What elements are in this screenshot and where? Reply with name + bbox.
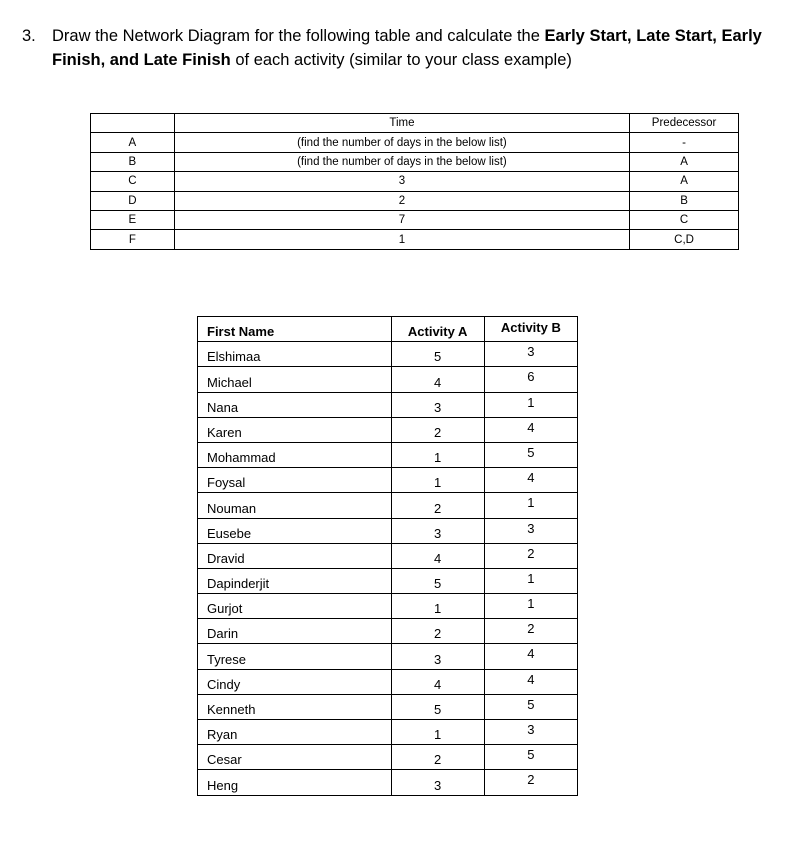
question-number: 3. (22, 27, 36, 45)
student-name: Cesar (198, 745, 392, 770)
question-text-a: Draw the Network Diagram for the following table and calculate the (52, 27, 545, 45)
activity-a-value: 3 (391, 770, 484, 795)
question-text-bold: Early Start, Late Start, Early Finish, and Late Finish (52, 27, 762, 69)
student-row (198, 367, 578, 392)
activity-a-value: 2 (391, 493, 484, 518)
student-name: Nouman (198, 493, 392, 518)
activity-row (91, 172, 739, 191)
time-cell: 7 (174, 210, 629, 229)
predecessor-cell: C (630, 210, 739, 229)
student-row (198, 568, 578, 593)
predecessor-cell: B (630, 191, 739, 210)
activity-b-value: 1 (484, 568, 577, 593)
student-name: Dravid (198, 543, 392, 568)
time-cell: (find the number of days in the below list) (174, 152, 629, 171)
first-name-header: First Name (198, 317, 392, 342)
student-row (198, 770, 578, 795)
activity-a-value: 3 (391, 392, 484, 417)
activity-cell: D (91, 191, 175, 210)
activity-b-value: 4 (484, 644, 577, 669)
time-cell: 1 (174, 230, 629, 249)
time-header-cell: Time (174, 114, 629, 133)
activity-a-value: 3 (391, 518, 484, 543)
activity-a-value: 2 (391, 417, 484, 442)
activity-a-value: 5 (391, 342, 484, 367)
student-name: Karen (198, 417, 392, 442)
activity-table (90, 113, 739, 250)
student-table-header (198, 317, 578, 342)
student-name: Ryan (198, 720, 392, 745)
activity-b-value: 3 (484, 720, 577, 745)
activity-b-value: 6 (484, 367, 577, 392)
student-name: Nana (198, 392, 392, 417)
activity-cell: F (91, 230, 175, 249)
student-name: Foysal (198, 468, 392, 493)
predecessor-cell: - (630, 133, 739, 152)
student-row (198, 594, 578, 619)
activity-a-value: 4 (391, 669, 484, 694)
activity-row (91, 230, 739, 249)
student-name: Tyrese (198, 644, 392, 669)
student-row (198, 442, 578, 467)
time-cell: 2 (174, 191, 629, 210)
activity-a-value: 5 (391, 694, 484, 719)
student-name: Gurjot (198, 594, 392, 619)
activity-a-value: 1 (391, 442, 484, 467)
activity-a-value: 1 (391, 594, 484, 619)
student-name: Kenneth (198, 694, 392, 719)
activity-cell: B (91, 152, 175, 171)
student-name: Mohammad (198, 442, 392, 467)
activity-a-value: 2 (391, 619, 484, 644)
activity-a-value: 1 (391, 720, 484, 745)
student-row (198, 745, 578, 770)
student-row (198, 392, 578, 417)
activity-a-value: 2 (391, 745, 484, 770)
student-row (198, 694, 578, 719)
activity-row (91, 210, 739, 229)
predecessor-cell: A (630, 172, 739, 191)
time-cell: 3 (174, 172, 629, 191)
predecessor-header-cell: Predecessor (630, 114, 739, 133)
student-table (197, 316, 578, 796)
question-text-b: of each activity (similar to your class example) (230, 51, 572, 69)
student-row (198, 543, 578, 568)
activity-b-value: 3 (484, 518, 577, 543)
activity-a-header: Activity A (391, 317, 484, 342)
activity-a-value: 4 (391, 367, 484, 392)
activity-b-value: 2 (484, 770, 577, 795)
question-text (52, 24, 792, 72)
activity-cell: E (91, 210, 175, 229)
student-row (198, 518, 578, 543)
student-name: Dapinderjit (198, 568, 392, 593)
student-row (198, 417, 578, 442)
student-name: Heng (198, 770, 392, 795)
student-row (198, 619, 578, 644)
activity-b-value: 4 (484, 669, 577, 694)
student-row (198, 468, 578, 493)
student-name: Michael (198, 367, 392, 392)
activity-cell: C (91, 172, 175, 191)
activity-b-value: 4 (484, 468, 577, 493)
activity-a-value: 5 (391, 568, 484, 593)
student-name: Darin (198, 619, 392, 644)
activity-a-value: 3 (391, 644, 484, 669)
student-name: Cindy (198, 669, 392, 694)
student-row (198, 669, 578, 694)
activity-cell: A (91, 133, 175, 152)
activity-b-value: 1 (484, 493, 577, 518)
student-row (198, 720, 578, 745)
student-row (198, 493, 578, 518)
student-name: Eusebe (198, 518, 392, 543)
student-row (198, 342, 578, 367)
activity-b-value: 5 (484, 442, 577, 467)
activity-a-value: 1 (391, 468, 484, 493)
activity-b-value: 2 (484, 619, 577, 644)
student-name: Elshimaa (198, 342, 392, 367)
activity-header-cell (91, 114, 175, 133)
activity-row (91, 191, 739, 210)
activity-b-value: 2 (484, 543, 577, 568)
activity-b-value: 5 (484, 745, 577, 770)
activity-a-value: 4 (391, 543, 484, 568)
activity-b-value: 3 (484, 342, 577, 367)
activity-b-value: 1 (484, 392, 577, 417)
activity-row (91, 133, 739, 152)
predecessor-cell: C,D (630, 230, 739, 249)
activity-table-header (91, 114, 739, 133)
activity-b-value: 1 (484, 594, 577, 619)
activity-b-header: Activity B (484, 317, 577, 342)
activity-b-value: 5 (484, 694, 577, 719)
predecessor-cell: A (630, 152, 739, 171)
time-cell: (find the number of days in the below list) (174, 133, 629, 152)
student-row (198, 644, 578, 669)
activity-b-value: 4 (484, 417, 577, 442)
activity-row (91, 152, 739, 171)
